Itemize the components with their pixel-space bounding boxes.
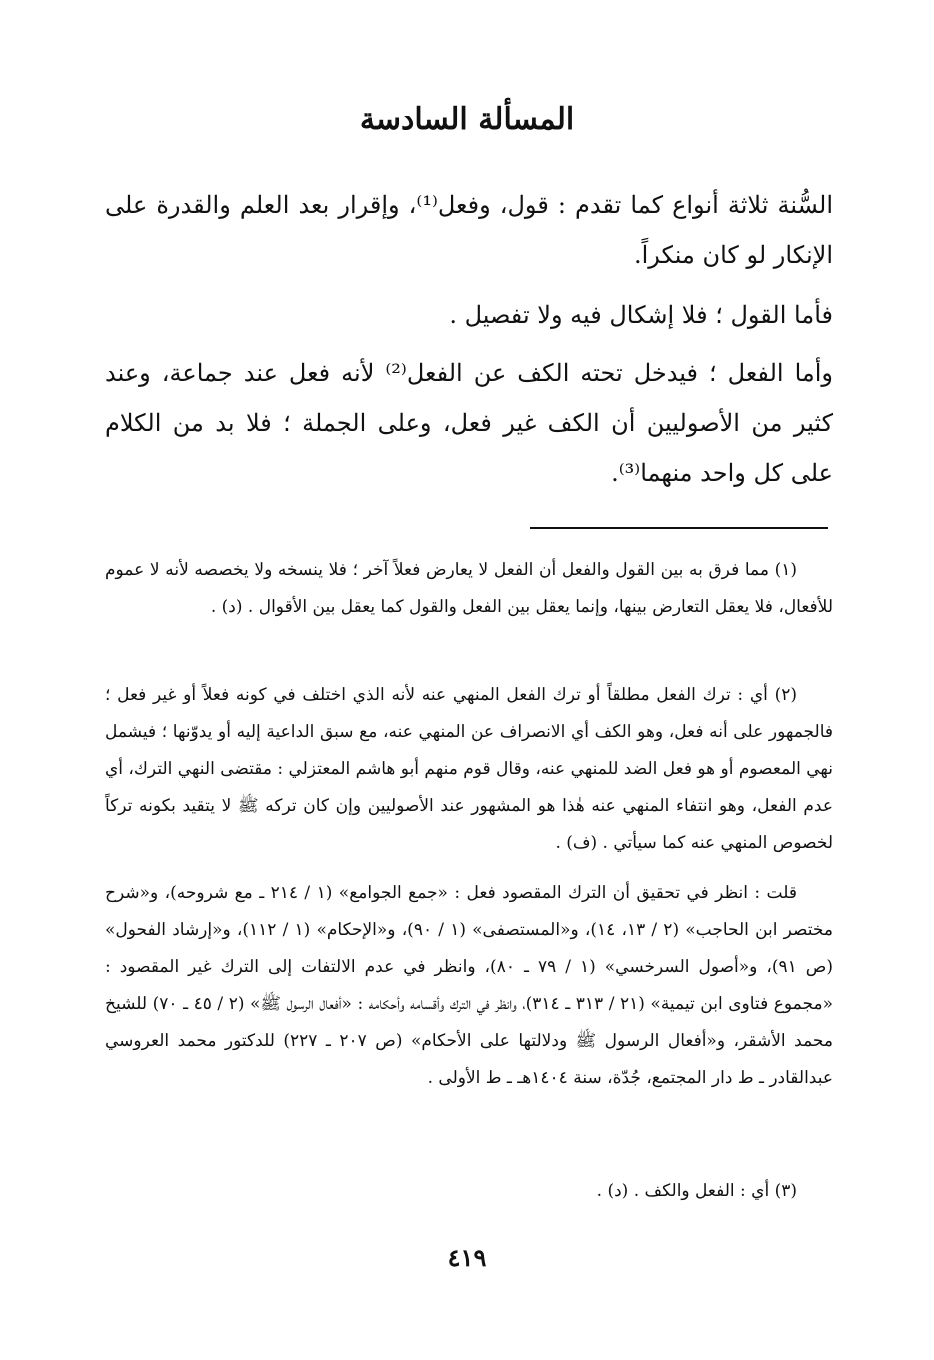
body-paragraph-2: فأما القول ؛ فلا إشكال فيه ولا تفصيل . [449, 301, 833, 329]
footnote-3: (٣) أي : الفعل والكف . (د) . [596, 1181, 797, 1201]
section-heading: المسألة السادسة [359, 102, 575, 137]
footnote-divider [530, 527, 828, 529]
footnote-2: (٢) أي : ترك الفعل مطلقاً أو ترك الفعل المنهي عنه لأنه الذي اختلف في كونه فعلاً أو غير فعل ؛ فالجمهور على أنه فعل، وهو الكف أي الانصراف عن المنهي عنه، مع سبق الداعية إليه أو يدوّنها ؛ فيشمل نهي المعصوم أو هو فعل الضد للمنهي عنه، وقال قوم منهم أبو هاشم المعتزلي : مقتضى النهي الترك، أي عدم الفعل، وهو انتفاء المنهي عنه هٰذا هو المشهور عند الأصوليين وإن كان تركه ﷺ لا يتقيد بكونه تركاً لخصوص المنهي عنه كما سيأتي . (ف) . [105, 685, 833, 853]
page-number: ٤١٩ [447, 1243, 487, 1272]
footnote-editor-note: قلت : انظر في تحقيق أن الترك المقصود فعل : «جمع الجوامع» (١ / ٢١٤ ـ مع شروحه)، و«شرح مختصر ابن الحاجب» (٢ / ١٣، ١٤)، و«المستصفى» (١ / ٩٠)، و«الإحكام» (١ / ١١٢)، و«إرشاد الفحول» (ص ٩١)، و«أصول السرخسي» (١ / ٧٩ ـ ٨٠)، وانظر في عدم الالتفات إلى الترك غير المقصود : «مجموع فتاوى ابن تيمية» (٢١ / ٣١٣ ـ ٣١٤)، وانظر في الترك وأقسامه وأحكامه : «أفعال الرسول ﷺ» (٢ / ٤٥ ـ ٧٠) للشيخ محمد الأشقر، و«أفعال الرسول ﷺ ودلالتها على الأحكام» (ص ٢٠٧ ـ ٢٢٧) للدكتور محمد العروسي عبدالقادر ـ ط دار المجتمع، جُدّة، سنة ١٤٠٤هـ ـ ط الأولى . [105, 883, 833, 1088]
body-paragraph-3: وأما الفعل ؛ فيدخل تحته الكف عن الفعل⁽²⁾ لأنه فعل عند جماعة، وعند كثير من الأصوليين أن الكف غير فعل، وعلى الجملة ؛ فلا بد من الكلام على كل واحد منهما⁽³⁾. [105, 359, 833, 487]
footnote-1: (١) مما فرق به بين القول والفعل أن الفعل لا يعارض فعلاً آخر ؛ فلا ينسخه ولا يخصصه لأنه لا عموم للأفعال، فلا يعقل التعارض بينها، وإنما يعقل بين الفعل والقول كما يعقل بين الأقوال . (د) . [105, 560, 833, 617]
body-paragraph-1: السُّنة ثلاثة أنواع كما تقدم : قول، وفعل⁽¹⁾، وإقرار بعد العلم والقدرة على الإنكار لو كان منكراً. [105, 191, 833, 269]
